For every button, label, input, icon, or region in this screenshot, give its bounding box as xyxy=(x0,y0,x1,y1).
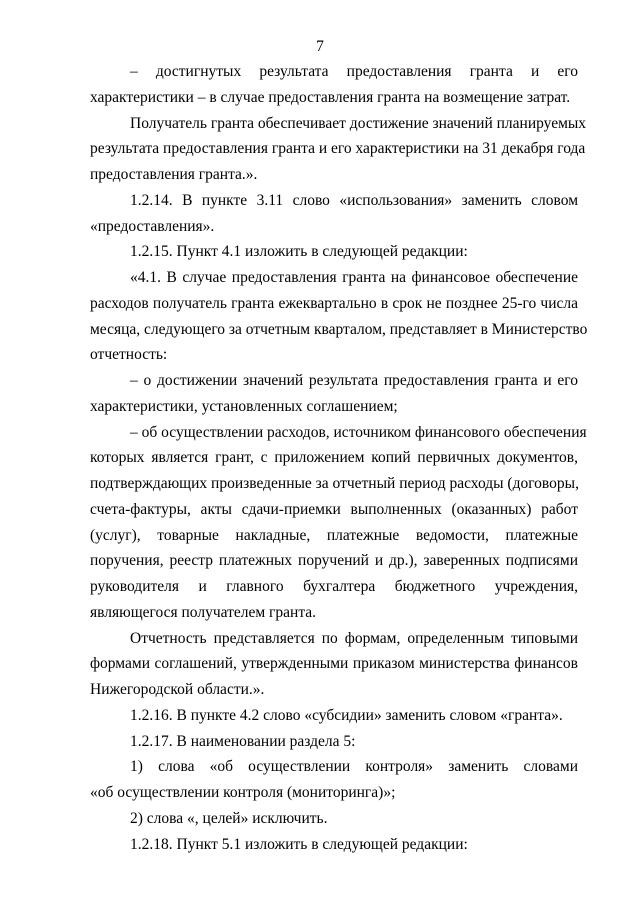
text-line: «предоставления». xyxy=(90,217,215,235)
text-line: предоставления гранта.». xyxy=(90,166,258,183)
text-line: 1.2.15. Пункт 4.1 изложить в следующей редакции: xyxy=(130,243,468,261)
text-line: характеристики, установленных соглашением; xyxy=(90,397,398,415)
text-line: 2) слова «, целей» исключить. xyxy=(130,809,328,827)
text-line: 1.2.17. В наименовании раздела 5: xyxy=(130,732,356,750)
text-line: «4.1. В случае предоставления гранта на финансовое обеспечение xyxy=(130,269,578,286)
text-line: формами соглашений, утвержденными приказом министерства финансов xyxy=(90,655,578,673)
text-line: расходов получатель гранта ежеквартально в срок не позднее 25-го числа xyxy=(90,294,578,312)
text-line: результата предоставления гранта и его характеристики на 31 декабря года xyxy=(90,140,586,158)
text-line: 1.2.18. Пункт 5.1 изложить в следующей редакции: xyxy=(130,835,468,853)
text-line: – об осуществлении расходов, источником финансового обеспечения xyxy=(130,423,587,441)
text-line: 1.2.14. В пункте 3.11 слово «использования» заменить словом xyxy=(130,191,578,209)
text-line: поручения, реестр платежных поручений и др.), заверенных подписями xyxy=(90,552,578,570)
text-line: счета-фактуры, акты сдачи-приемки выполненных (оказанных) работ xyxy=(90,500,578,518)
text-line: «об осуществлении контроля (мониторинга)»; xyxy=(90,784,396,801)
text-line: Получатель гранта обеспечивает достижение значений планируемых xyxy=(130,114,587,132)
text-line: месяца, следующего за отчетным кварталом, представляет в Министерство xyxy=(90,320,588,338)
text-line: 1.2.16. В пункте 4.2 слово «субсидии» заменить словом «гранта». xyxy=(130,706,563,724)
text-line: 1) слова «об осуществлении контроля» заменить словами xyxy=(130,758,578,776)
page-number: 7 xyxy=(316,38,324,55)
text-line: подтверждающих произведенные за отчетный период расходы (договоры, xyxy=(90,475,579,492)
text-line: отчетность: xyxy=(90,346,168,364)
text-line: характеристики – в случае предоставления гранта на возмещение затрат. xyxy=(90,88,571,106)
text-line: являющегося получателем гранта. xyxy=(90,603,317,621)
text-line: руководителя и главного бухгалтера бюджетного учреждения, xyxy=(90,578,578,595)
text-line: Отчетность представляется по формам, определенным типовыми xyxy=(130,629,578,647)
text-line: – достигнутых результата предоставления гранта и его xyxy=(130,63,578,80)
text-line: (услуг), товарные накладные, платежные ведомости, платежные xyxy=(90,526,578,544)
text-line: Нижегородской области.». xyxy=(90,681,265,698)
text-line: – о достижении значений результата предоставления гранта и его xyxy=(130,372,578,389)
text-line: которых является грант, с приложением копий первичных документов, xyxy=(90,449,578,467)
